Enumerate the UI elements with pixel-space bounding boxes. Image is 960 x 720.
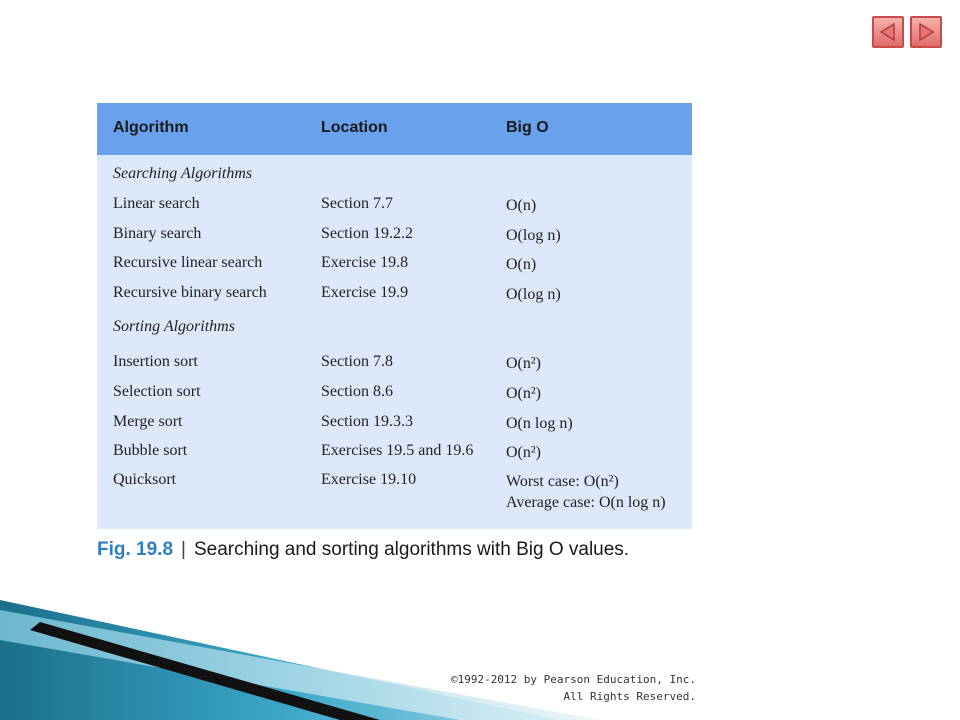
location-cell: Exercise 19.10	[321, 471, 417, 488]
previous-slide-button[interactable]	[872, 16, 904, 48]
big-o-worst-case: Worst case: O(n²)	[506, 473, 619, 490]
location-cell: Section 19.2.2	[321, 225, 413, 242]
algorithm-cell: Insertion sort	[113, 353, 198, 370]
section-title-sorting: Sorting Algorithms	[113, 318, 235, 335]
algorithm-cell: Merge sort	[113, 413, 183, 430]
figure-number: Fig. 19.8	[97, 539, 174, 560]
figure-caption	[97, 536, 657, 564]
algorithm-cell: Recursive linear search	[113, 254, 263, 271]
caption-text: Searching and sorting algorithms with Big O values.	[193, 539, 630, 560]
big-o-average-case: Average case: O(n log n)	[506, 494, 666, 511]
big-o-cell: O(n)	[506, 197, 537, 214]
section-title-searching: Searching Algorithms	[113, 165, 253, 182]
big-o-cell	[506, 471, 666, 513]
algorithm-cell: Quicksort	[113, 471, 177, 488]
big-o-table	[97, 103, 692, 529]
header-algorithm: Algorithm	[113, 119, 189, 136]
location-cell: Section 19.3.3	[321, 413, 413, 430]
triangle-right-icon	[915, 21, 937, 43]
big-o-cell: O(n²)	[506, 444, 542, 461]
slide-navigation	[872, 16, 942, 48]
location-cell: Section 8.6	[321, 383, 393, 400]
location-cell: Section 7.8	[321, 353, 393, 370]
header-location: Location	[321, 119, 388, 136]
big-o-cell: O(n log n)	[506, 415, 573, 432]
header-big-o: Big O	[506, 119, 549, 136]
big-o-cell: O(n)	[506, 256, 537, 273]
algorithm-cell: Binary search	[113, 225, 202, 242]
location-cell: Exercise 19.9	[321, 284, 409, 301]
location-cell: Section 7.7	[321, 195, 393, 212]
algorithm-cell: Selection sort	[113, 383, 201, 400]
big-o-cell: O(log n)	[506, 227, 561, 244]
algorithm-cell: Recursive binary search	[113, 284, 267, 301]
algorithm-cell: Linear search	[113, 195, 200, 212]
big-o-cell: O(log n)	[506, 286, 561, 303]
copyright-notice	[420, 671, 696, 705]
table-header	[97, 103, 692, 155]
caption-separator: |	[181, 539, 186, 560]
copyright-line-2: All Rights Reserved.	[563, 690, 696, 703]
big-o-cell: O(n²)	[506, 355, 542, 372]
copyright-line-1: ©1992-2012 by Pearson Education, Inc.	[450, 673, 696, 686]
triangle-left-icon	[877, 21, 899, 43]
location-cell: Exercise 19.8	[321, 254, 409, 271]
next-slide-button[interactable]	[910, 16, 942, 48]
algorithm-cell: Bubble sort	[113, 442, 188, 459]
big-o-cell: O(n²)	[506, 385, 542, 402]
location-cell: Exercises 19.5 and 19.6	[321, 442, 474, 459]
